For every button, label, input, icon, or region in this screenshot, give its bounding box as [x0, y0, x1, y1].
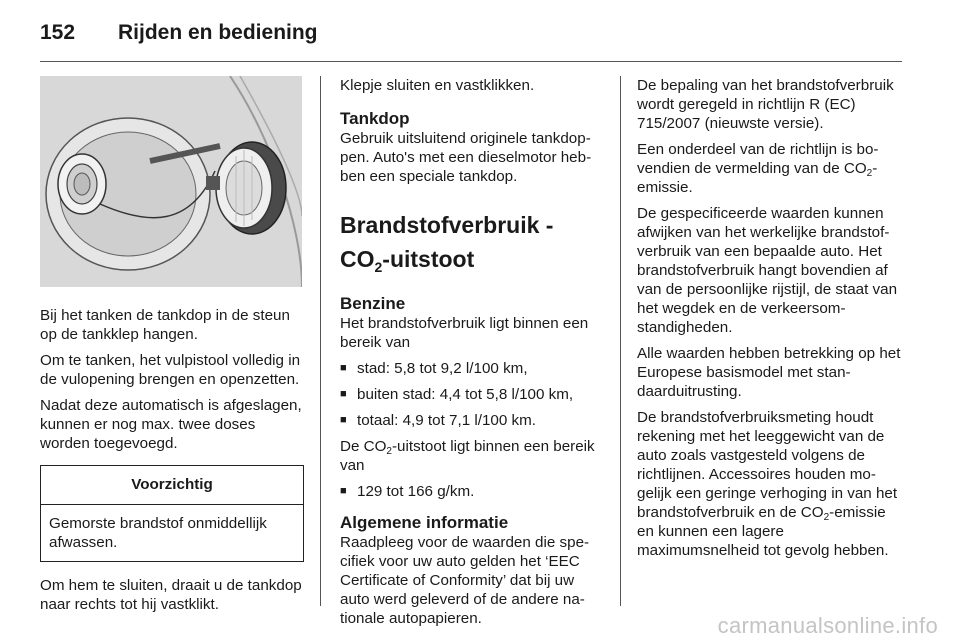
- header-rule: [40, 61, 902, 62]
- caution-box: [40, 465, 304, 562]
- page-number: 152: [40, 21, 76, 44]
- paragraph: Gebruik uitsluitend originele tankdoppen. Auto's met een dieselmotor hebben een speciale tankdop.: [340, 130, 592, 185]
- paragraph: Nadat deze automatisch is afgeslagen, kunnen er nog max. twee doses worden toegevoegd.: [40, 397, 302, 452]
- column-2: [340, 76, 606, 635]
- section-heading-general-info: Algemene informatie: [340, 513, 509, 532]
- list-item: ■ 129 tot 166 g/km.: [340, 482, 606, 501]
- paragraph: Raadpleeg voor de waarden die specifiek voor uw auto gelden het ‘EEC Certificate of Conformity’ dat bij uw auto werd geleverd of de andere nationale autopapieren.: [340, 534, 590, 627]
- section-heading-benzine: Benzine: [340, 294, 406, 313]
- section-heading-fuel-consumption: Brandstofverbruik - $CO_2$-uitstoot: [340, 212, 554, 275]
- list-item: ■ buiten stad: 4,4 tot 5,8 l/100 km,: [340, 385, 606, 404]
- paragraph: Om te tanken, het vulpistool volledig in de vulopening brengen en openzetten.: [40, 352, 301, 388]
- column-divider: [320, 76, 321, 606]
- paragraph: Alle waarden hebben betrekking op het Europese basismodel met standaarduitrusting.: [637, 345, 901, 400]
- fuel-cap-illustration: [40, 76, 302, 287]
- paragraph: Het brandstofverbruik ligt binnen een bereik van: [340, 315, 589, 351]
- paragraph: Een onderdeel van de richtlijn is bovendien de vermelding van de $CO_2$-emissie.: [637, 141, 879, 196]
- list-item: ■ stad: 5,8 tot 9,2 l/100 km,: [340, 359, 606, 378]
- caution-title: Voorzichtig: [41, 466, 303, 505]
- fuel-cap-drawing: [40, 76, 302, 287]
- consumption-list: [340, 359, 606, 430]
- paragraph: De $CO_2$-uitstoot ligt binnen een bereik van: [340, 438, 595, 474]
- column-divider: [620, 76, 621, 606]
- paragraph: De brandstofverbruiksmeting houdt rekening met het leeggewicht van de auto zoals vastgesteld volgens de richtlijnen. Accessoires houden mogelijk een geringe verhoging in van het brandstofverbruik en de $CO_2$-emissie en kunnen een lagere maximumsnelheid tot gevolg hebben.: [637, 409, 898, 559]
- column-1: [40, 76, 304, 621]
- paragraph: De gespecificeerde waarden kunnen afwijken van het werkelijke brandstofverbruik van een bepaalde auto. Het brandstofverbruik hangt bovendien af van de persoonlijke rijstijl, de staat van het wegdek en de verkeersomstandigheden.: [637, 205, 898, 336]
- paragraph: Bij het tanken de tankdop in de steun op de tankklep hangen.: [40, 307, 290, 343]
- emission-list: [340, 482, 606, 501]
- paragraph: Om hem te sluiten, draait u de tankdop naar rechts tot hij vastklikt.: [40, 577, 302, 613]
- caution-body: Gemorste brandstof onmiddellijk afwassen.: [49, 515, 267, 551]
- page-header: [40, 18, 318, 48]
- section-heading-tankdop: Tankdop: [340, 109, 410, 128]
- column-3: [637, 76, 905, 567]
- paragraph: Klepje sluiten en vastklikken.: [340, 77, 535, 94]
- chapter-title: Rijden en bediening: [118, 21, 318, 44]
- watermark: carmanualsonline.info: [717, 613, 938, 638]
- list-item: ■ totaal: 4,9 tot 7,1 l/100 km.: [340, 411, 606, 430]
- paragraph: De bepaling van het brandstofverbruik wordt geregeld in richtlijn R (EC) 715/2007 (nieuwste versie).: [637, 77, 894, 132]
